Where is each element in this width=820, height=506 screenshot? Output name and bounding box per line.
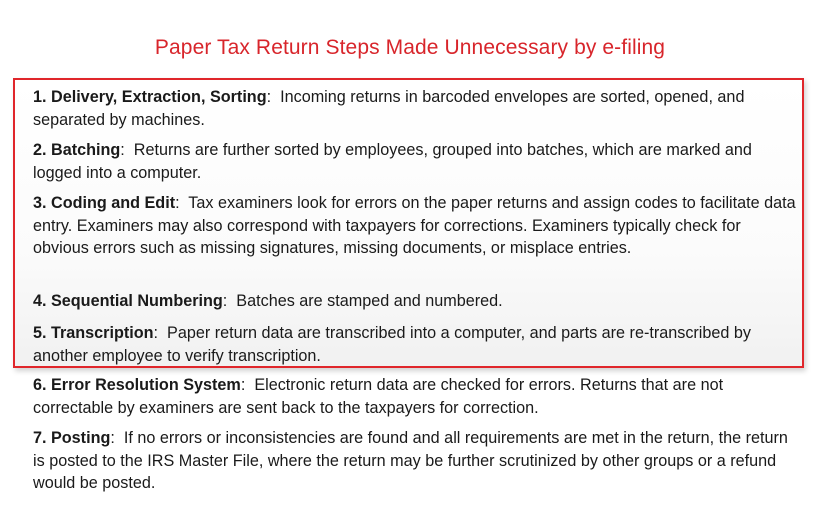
step-heading: 6. Error Resolution System (33, 376, 241, 394)
step-item: 7. Posting: If no errors or inconsistencies are found and all requirements are met in the return, the return is posted to the IRS Master File, where the return may be further scrutinized by other groups or a refund would be posted. (33, 429, 788, 492)
step-item: 4. Sequential Numbering: Batches are stamped and numbered. (33, 292, 503, 310)
step-text: Paper return data are transcribed into a computer, and parts are re-transcribed by another employee to verify transcription. (33, 324, 752, 365)
step-text: If no errors or inconsistencies are found and all requirements are met in the return, the return is posted to the IRS Master File, where the return may be further scrutinized by other groups or a refund would be posted. (33, 429, 788, 492)
step-item: 2. Batching: Returns are further sorted by employees, grouped into batches, which are marked and logged into a computer. (33, 141, 752, 182)
step-heading: 4. Sequential Numbering (33, 292, 223, 310)
step-text: Incoming returns in barcoded envelopes are sorted, opened, and separated by machines. (33, 88, 745, 129)
step-item: 1. Delivery, Extraction, Sorting: Incoming returns in barcoded envelopes are sorted, opened, and separated by machines. (33, 88, 745, 129)
step-heading: 3. Coding and Edit (33, 194, 176, 212)
step-item: 6. Error Resolution System: Electronic return data are checked for errors. Returns that are not correctable by examiners are sent back to the taxpayers for correction. (33, 376, 724, 417)
step-heading: 1. Delivery, Extraction, Sorting (33, 88, 267, 106)
step-heading: 5. Transcription (33, 324, 154, 342)
step-text: Returns are further sorted by employees, grouped into batches, which are marked and logged into a computer. (33, 141, 752, 182)
step-text: Electronic return data are checked for errors. Returns that are not correctable by examiners are sent back to the taxpayers for correction. (33, 376, 724, 417)
step-text: Tax examiners look for errors on the paper returns and assign codes to facilitate data entry. Examiners may also correspond with taxpayers for corrections. Examiners typically check for obvious errors such as missing signatures, missing documents, or misplace entries. (33, 194, 796, 257)
page-title: Paper Tax Return Steps Made Unnecessary by e-filing (154, 36, 666, 59)
step-item: 3. Coding and Edit: Tax examiners look for errors on the paper returns and assign codes to facilitate data entry. Examiners may also correspond with taxpayers for corrections. Examiners typically check for obvious errors such as missing signatures, missing documents, or misplace entries. (33, 194, 796, 257)
step-heading: 7. Posting (33, 429, 111, 447)
step-item: 5. Transcription: Paper return data are transcribed into a computer, and parts are re-transcribed by another employee to verify transcription. (33, 324, 752, 365)
step-heading: 2. Batching (33, 141, 121, 159)
step-text: Batches are stamped and numbered. (236, 292, 503, 310)
